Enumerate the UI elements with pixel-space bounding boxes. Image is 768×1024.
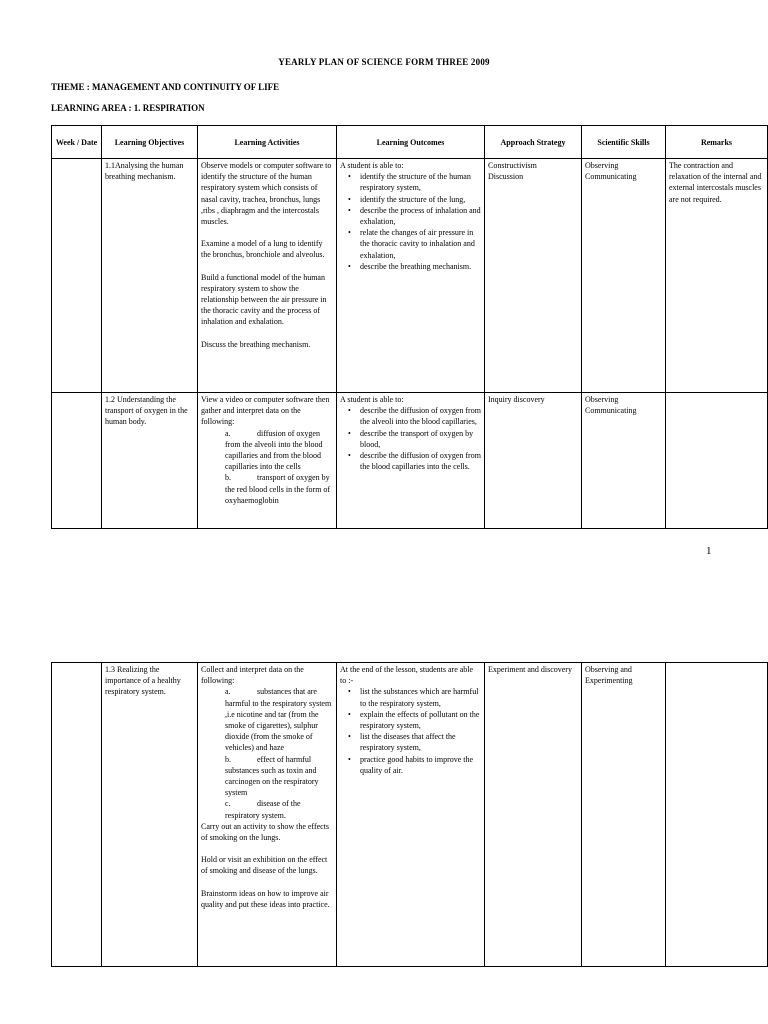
header-activities: Learning Activities: [198, 126, 337, 159]
cell-objective: 1.2 Understanding the transport of oxygen in the human body.: [102, 393, 198, 529]
approach-text: Discussion: [488, 172, 524, 182]
outcome-intro: A student is able to:: [340, 395, 404, 404]
skill-text: Observing: [585, 395, 619, 404]
list-item: • describe the diffusion of oxygen from the blood capillaries into the cells.: [340, 450, 481, 472]
activity-item: [201, 472, 333, 506]
yearly-plan-table: [51, 125, 768, 529]
item-letter: b.: [225, 473, 231, 483]
item-text: disease of the respiratory system.: [225, 799, 301, 820]
list-item: • list the substances which are harmful to the respiratory system,: [340, 686, 481, 708]
cell-approach: [485, 159, 582, 393]
cell-objective: 1.1Analysing the human breathing mechanism.: [102, 159, 198, 393]
page-number: 1: [706, 545, 712, 557]
document-title: YEARLY PLAN OF SCIENCE FORM THREE 2009: [278, 57, 490, 67]
table-header-row: [52, 126, 768, 159]
approach-text: Constructivism: [488, 161, 537, 170]
skill-text: Observing: [585, 161, 619, 170]
item-letter: b.: [225, 754, 231, 764]
activity-text: Brainstorm ideas on how to improve air quality and put these ideas into practice.: [201, 888, 330, 909]
activity-intro: Collect and interpret data on the following:: [201, 665, 304, 686]
table-row: [52, 159, 768, 393]
header-skills: Scientific Skills: [582, 126, 666, 159]
header-outcomes: Learning Outcomes: [337, 126, 485, 159]
cell-remarks: The contraction and relaxation of the internal and external intercostals muscles are not required.: [666, 159, 768, 393]
list-item: • describe the process of inhalation and exhalation,: [340, 205, 481, 227]
outcome-list: [340, 171, 481, 272]
cell-activities: [198, 663, 337, 967]
cell-activities: [198, 393, 337, 529]
cell-outcomes: [337, 159, 485, 393]
list-item: • list the diseases that affect the respiratory system,: [340, 731, 481, 753]
list-item: • describe the breathing mechanism.: [340, 261, 481, 272]
list-item: • explain the effects of pollutant on the respiratory system,: [340, 709, 481, 731]
cell-week: [52, 663, 102, 967]
header-week: Week / Date: [52, 126, 102, 159]
header-remarks: Remarks: [666, 126, 768, 159]
list-item: • relate the changes of air pressure in the thoracic cavity to inhalation and exhalation,: [340, 227, 481, 261]
cell-skills: [582, 663, 666, 967]
table-row: [52, 663, 768, 967]
activity-intro: View a video or computer software then gather and interpret data on the following:: [201, 395, 330, 427]
theme-line: THEME : MANAGEMENT AND CONTINUITY OF LIFE: [51, 82, 280, 92]
activity-item: [201, 428, 333, 473]
header-approach: Approach Strategy: [485, 126, 582, 159]
activity-item: [201, 798, 333, 820]
item-text: effect of harmful substances such as toxin and carcinogen on the respiratory system: [225, 754, 319, 798]
cell-remarks: [666, 393, 768, 529]
activity-text: Observe models or computer software to identify the structure of the human respiratory system which consists of nasal cavity, trachea, bronchus, lungs ,ribs , diaphragm and the intercostals muscles.: [201, 161, 332, 227]
cell-approach: [485, 393, 582, 529]
activity-item: [201, 754, 333, 799]
cell-approach: [485, 663, 582, 967]
cell-remarks: [666, 663, 768, 967]
yearly-plan-table-continued: [51, 662, 768, 967]
skill-text: Communicating: [585, 406, 637, 416]
cell-week: [52, 393, 102, 529]
cell-outcomes: [337, 393, 485, 529]
item-text: diffusion of oxygen from the alveoli into the blood capillaries and from the blood capillaries into the cells: [225, 428, 323, 472]
cell-week: [52, 159, 102, 393]
activity-text: Discuss the breathing mechanism.: [201, 339, 311, 349]
cell-activities: [198, 159, 337, 393]
header-objectives: Learning Objectives: [102, 126, 198, 159]
skill-text: Observing and Experimenting: [585, 665, 633, 686]
item-text: transport of oxygen by the red blood cells in the form of oxyhaemoglobin: [225, 473, 331, 505]
table-row: [52, 393, 768, 529]
item-text: substances that are harmful to the respiratory system ,i.e nicotine and tar (from the smoke of cigarettes), sulphur dioxide (from the smoke of vehicles) and haze: [225, 687, 332, 753]
outcome-intro: At the end of the lesson, students are able to :-: [340, 665, 474, 686]
activity-text: Examine a model of a lung to identify the bronchus, bronchiole and alveolus.: [201, 239, 325, 260]
activity-text: Carry out an activity to show the effects of smoking on the lungs.: [201, 821, 330, 843]
activity-item: [201, 686, 333, 753]
outcome-intro: A student is able to:: [340, 161, 404, 170]
cell-outcomes: [337, 663, 485, 967]
learning-area-line: LEARNING AREA : 1. RESPIRATION: [51, 103, 205, 113]
cell-skills: [582, 393, 666, 529]
item-letter: c.: [225, 799, 231, 809]
outcome-list: [340, 686, 481, 776]
item-letter: a.: [225, 687, 231, 697]
list-item: • practice good habits to improve the quality of air.: [340, 754, 481, 776]
approach-text: Inquiry discovery: [488, 395, 545, 404]
approach-text: Experiment and discovery: [488, 665, 572, 674]
list-item: • describe the transport of oxygen by blood,: [340, 428, 481, 450]
activity-text: Hold or visit an exhibition on the effect of smoking and disease of the lungs.: [201, 855, 328, 876]
skill-text: Communicating: [585, 172, 637, 182]
list-item: • identify the structure of the lung,: [340, 194, 481, 205]
list-item: • identify the structure of the human respiratory system,: [340, 171, 481, 193]
cell-skills: [582, 159, 666, 393]
cell-objective: 1.3 Realizing the importance of a healthy respiratory system.: [102, 663, 198, 967]
item-letter: a.: [225, 428, 231, 438]
activity-text: Build a functional model of the human respiratory system to show the relationship between the air pressure in the thoracic cavity and the process of inhalation and exhalation.: [201, 272, 327, 327]
outcome-list: [340, 405, 481, 472]
list-item: • describe the diffusion of oxygen from the alveoli into the blood capillaries,: [340, 405, 481, 427]
